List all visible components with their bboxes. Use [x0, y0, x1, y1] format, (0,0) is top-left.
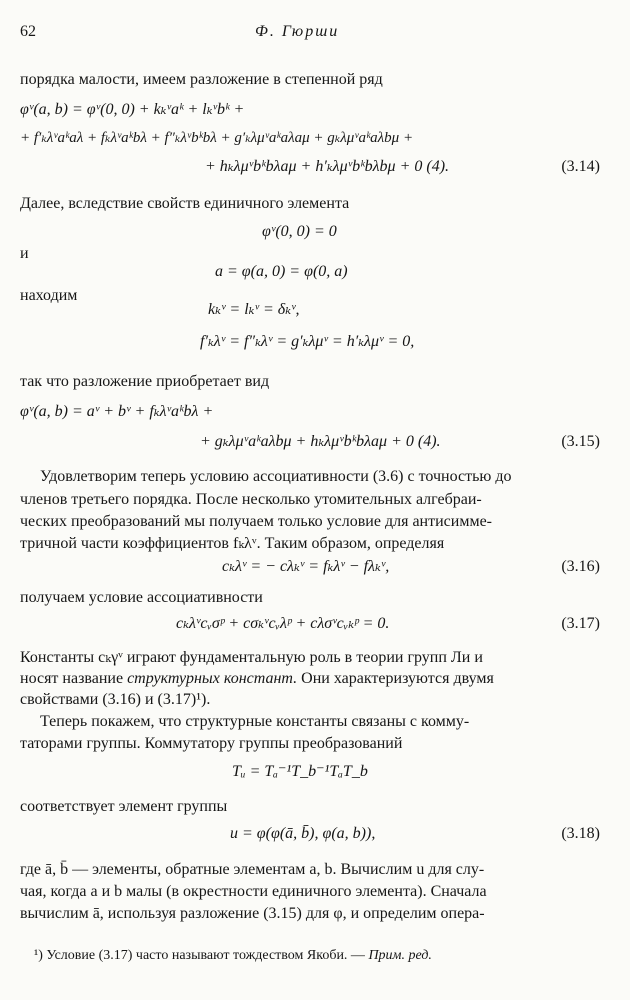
text-span: носят название — [20, 670, 128, 687]
equation-number: (3.17) — [561, 615, 600, 632]
text-line — [20, 669, 494, 689]
text-line: тричной части коэффициентов fₖλᵛ. Таким образом, определяя — [20, 535, 445, 552]
equation-3-14-line3: + hₖλμᵛbᵏbλaμ + h′ₖλμᵛbᵏbλbμ + 0 (4). — [205, 158, 450, 175]
text-line: так что разложение приобретает вид — [20, 373, 270, 390]
equation-3-16: cₖλᵛ = − cλₖᵛ = fₖλᵛ − fλₖᵛ, — [222, 558, 390, 575]
equation-number: (3.15) — [561, 433, 600, 450]
text-line: таторами группы. Коммутатору группы преобразований — [20, 735, 403, 752]
text-line: свойствами (3.16) и (3.17)¹). — [20, 691, 211, 708]
text-line: получаем условие ассоциативности — [20, 589, 263, 606]
text-line: где ā, b̄ — элементы, обратные элементам a, b. Вычислим u для слу- — [20, 861, 485, 878]
equation-3-17: cₖλᵛcᵥσᵖ + cσₖᵛcᵥλᵖ + cλσᵛcᵥₖᵖ = 0. — [176, 615, 390, 632]
text-line: порядка малости, имеем разложение в степенной ряд — [20, 71, 383, 88]
text-line: Удовлетворим теперь условию ассоциативности (3.6) с точностью до — [40, 468, 512, 485]
equation-3-15-line1: φᵛ(a, b) = aᵛ + bᵛ + fₖλᵛaᵏbλ + — [20, 403, 214, 420]
running-head: Ф. Гюрши — [255, 23, 340, 40]
text-line: чая, когда a и b малы (в окрестности единичного элемента). Сначала — [20, 883, 487, 900]
text-span: Они характеризуются двумя — [297, 670, 494, 687]
text-line: членов третьего порядка. После несколько утомительных алгебраи- — [20, 491, 482, 508]
equation-3-15-line2: + gₖλμᵛaᵏaλbμ + hₖλμᵛbᵏbλaμ + 0 (4). — [200, 433, 441, 450]
text-line: Теперь покажем, что структурные константы связаны с комму- — [40, 713, 470, 730]
equation-f: f′ₖλᵛ = f″ₖλᵛ = g′ₖλμᵛ = h′ₖλμᵛ = 0, — [200, 333, 415, 350]
equation-number: (3.14) — [561, 158, 600, 175]
text-line: и — [20, 245, 29, 262]
text-line: ческих преобразований мы получаем только условие для антисимме- — [20, 513, 492, 530]
italic-term: структурных констант. — [127, 670, 298, 687]
text-line: Константы cₖγᵛ играют фундаментальную роль в теории групп Ли и — [20, 649, 483, 666]
text-line: соответствует элемент группы — [20, 798, 228, 815]
page-number: 62 — [20, 23, 36, 40]
equation-commutator: Tᵤ = Tₐ⁻¹T_b⁻¹TₐT_b — [232, 763, 368, 780]
footnote-editor-note: Прим. ред. — [364, 948, 432, 963]
text-line: находим — [20, 287, 78, 304]
equation-unit: φᵛ(0, 0) = 0 — [262, 223, 337, 240]
text-line: Далее, вследствие свойств единичного элемента — [20, 195, 350, 212]
equation-3-14-line1: φᵛ(a, b) = φᵛ(0, 0) + kₖᵛaᵏ + lₖᵛbᵏ + — [20, 101, 245, 118]
equation-k: kₖᵛ = lₖᵛ = δₖᵛ, — [208, 301, 300, 318]
text-line: вычислим ā, используя разложение (3.15) для φ, и определим опера- — [20, 905, 485, 922]
equation-3-14-line2: + f′ₖλᵛaᵏaλ + fₖλᵛaᵏbλ + f″ₖλᵛbᵏbλ + g′ₖλμᵛaᵏaλaμ + gₖλμᵛaᵏaλbμ + — [20, 130, 414, 146]
equation-a: a = φ(a, 0) = φ(0, a) — [215, 263, 348, 280]
equation-number: (3.16) — [561, 558, 600, 575]
footnote — [34, 946, 432, 966]
equation-3-18: u = φ(φ(ā, b̄), φ(a, b)), — [230, 825, 376, 842]
equation-number: (3.18) — [561, 825, 600, 842]
footnote-text: ¹) Условие (3.17) часто называют тождеством Якоби. — — [34, 948, 365, 963]
